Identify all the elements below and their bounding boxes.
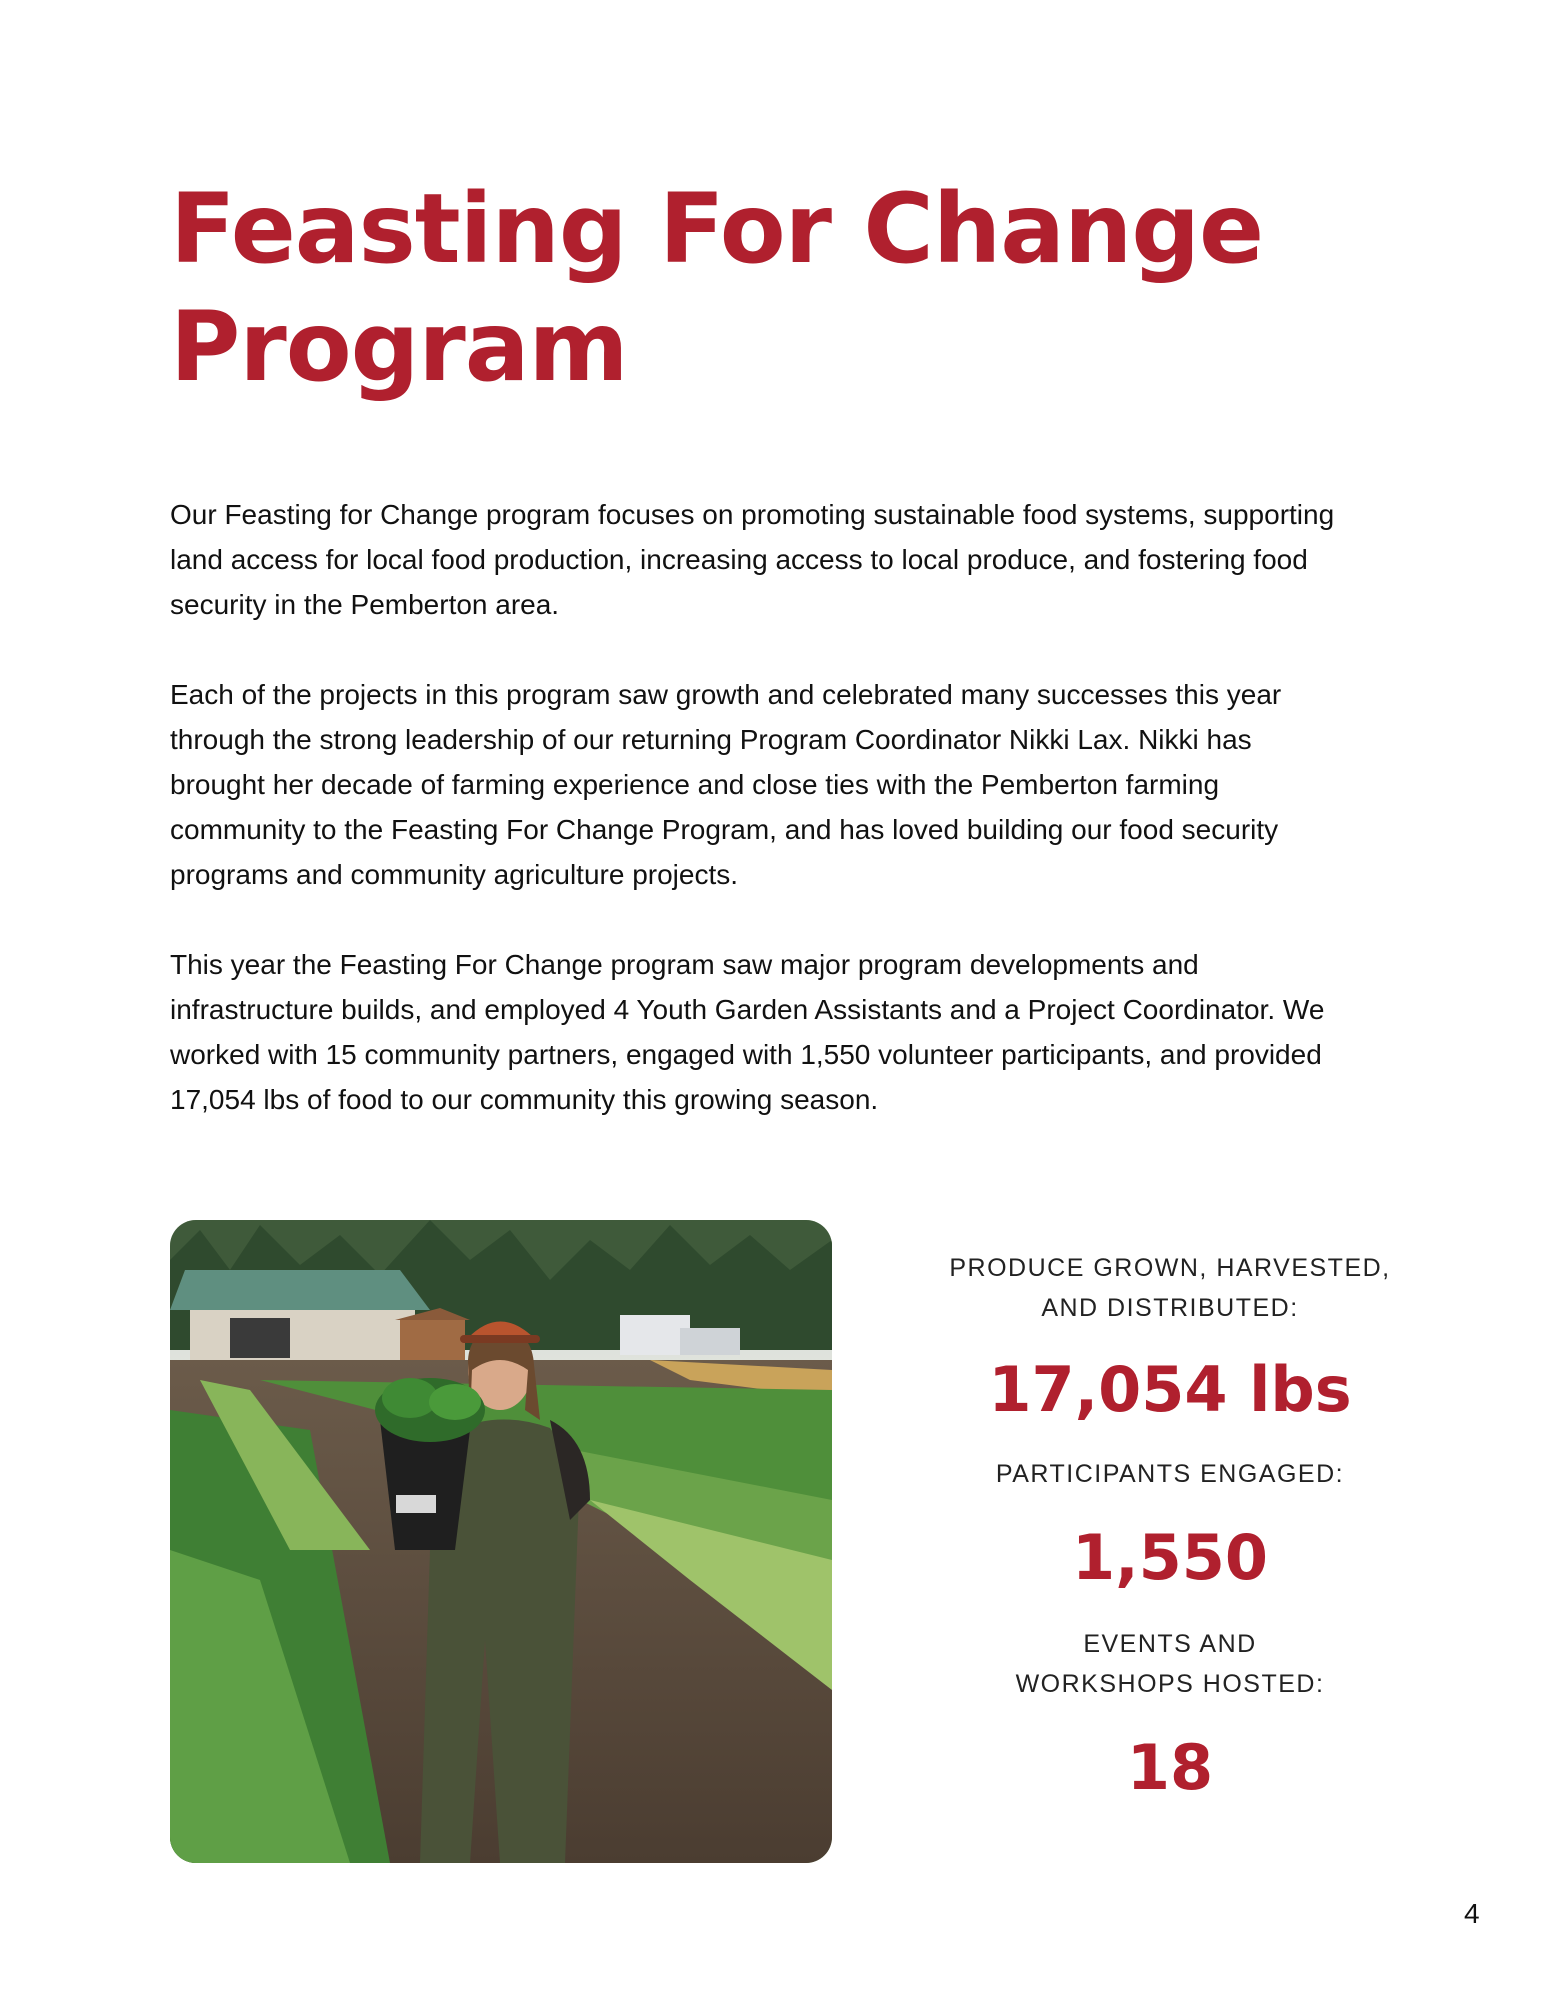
stat-produce-value: 17,054 lbs [988,1353,1352,1426]
paragraph-coordinator: Each of the projects in this program saw growth and celebrated many successes this year through the strong leadership of our returning Program Coordinator Nikki Lax. Nikki has brought her decade of farming experience and close ties with the Pemberton farming community to the Feasting For Change Program, and has loved building our food security programs and community agriculture projects. [170,679,1282,890]
paragraph-results: This year the Feasting For Change program saw major program developments and infrastructure builds, and employed 4 Youth Garden Assistants and a Project Coordinator. We worked with 15 community partners, engaged with 1,550 volunteer participants, and provided 17,054 lbs of food to our community this growing season. [170,949,1325,1115]
stat-events-value: 18 [1126,1731,1214,1804]
farm-photo-illustration [170,1220,832,1863]
stat-participants-label: PARTICIPANTS ENGAGED: [995,1460,1345,1488]
stat-events-label: EVENTS AND WORKSHOPS HOSTED: [1015,1630,1325,1698]
stat-participants-value: 1,550 [1071,1521,1269,1594]
stat-produce-label: PRODUCE GROWN, HARVESTED, AND DISTRIBUTED: [949,1254,1391,1322]
stats-panel [940,1248,1400,1808]
body-text [170,492,1340,1167]
page-number: 4 [1464,1898,1480,1929]
paragraph-intro: Our Feasting for Change program focuses on promoting sustainable food systems, supporting land access for local food production, increasing access to local produce, and fostering food security in the Pemberton area. [170,499,1335,620]
farm-photo [170,1220,832,1863]
page-title: Feasting For Change Program [170,173,1264,403]
